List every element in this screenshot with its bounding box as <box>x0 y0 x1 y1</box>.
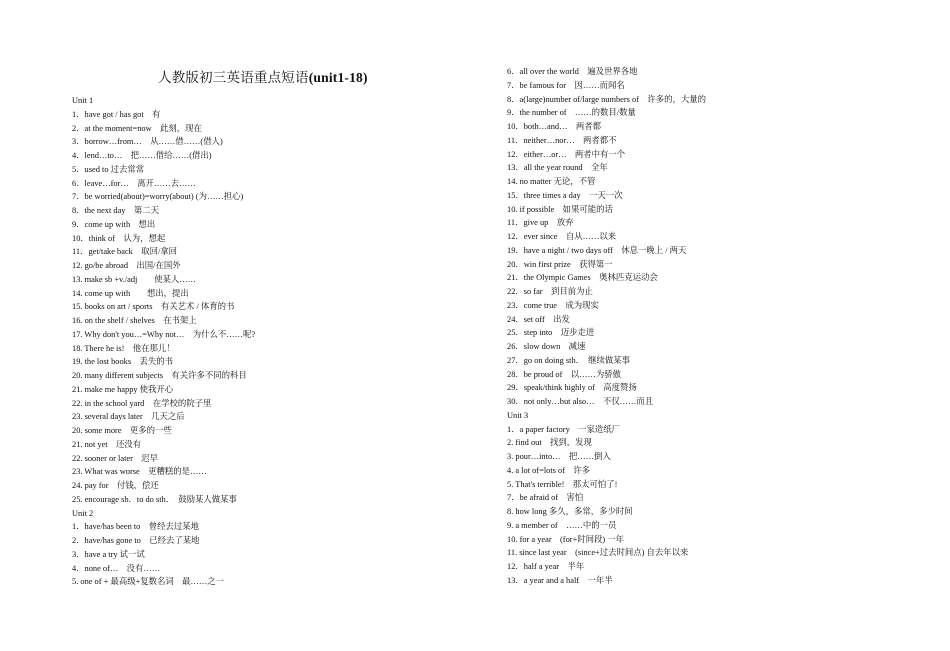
phrase-line: 12. go/be abroad 出国/在国外 <box>72 261 181 270</box>
phrase-line: 24．set off 出发 <box>507 314 570 324</box>
phrase-line: 27．go on doing sth． 继续做某事 <box>507 355 631 365</box>
phrase-line: 25．step into 迈步走进 <box>507 328 595 338</box>
phrase-line: 8．a(large)number of/large numbers of 许多的，大量的 <box>507 94 707 104</box>
phrase-line: 14. no matter 无论，不管 <box>507 177 596 186</box>
phrase-line: 23．come true 成为现实 <box>507 300 599 310</box>
phrase-line: 6．all over the world 遍及世界各地 <box>507 67 638 76</box>
phrase-line: 25. encourage sb．to do sth． 鼓励某人做某事 <box>72 494 237 504</box>
phrase-line: 17. Why don't you…=Why not… 为什么不……呢? <box>72 329 256 339</box>
phrase-line: 15. books on art / sports 有关艺术 / 体育的书 <box>72 302 235 312</box>
phrase-line: 12．ever since 自从……以来 <box>507 232 617 241</box>
phrase-line: 1．have got / has got 有 <box>72 109 161 119</box>
phrase-line: 22. sooner or later 迟早 <box>72 453 159 463</box>
phrase-line: 9. a member of ……中的一员 <box>507 520 617 530</box>
right-column <box>507 65 927 588</box>
phrase-line: 18. There he is! 他在那儿！ <box>72 343 175 353</box>
phrase-line: 19．have a night / two days off 休息一晚上 / 两天 <box>507 245 687 255</box>
phrase-line: 26．slow down 减速 <box>507 342 586 351</box>
phrase-line: 8. how long 多久，多常，多少时间 <box>507 507 633 516</box>
phrase-line: 21. not yet 还没有 <box>72 439 142 449</box>
phrase-line: 4．lend…to… 把……借给……(借出) <box>72 151 212 160</box>
phrase-line: 2. find out 找到，发现 <box>507 438 592 448</box>
unit-heading: Unit 3 <box>507 410 529 420</box>
phrase-line: 28．be proud of 以……为骄傲 <box>507 369 621 379</box>
phrase-line: 2．have/has gone to 已经去了某地 <box>72 536 200 545</box>
phrase-line: 21. make me happy 使我开心 <box>72 384 174 394</box>
phrase-line: 3．borrow…from… 从……借……(借人) <box>72 137 223 147</box>
unit-heading: Unit 1 <box>72 96 94 105</box>
phrase-line: 30．not only…but also… 不仅……而且 <box>507 397 654 406</box>
phrase-line: 23. What was worse 更糟糕的是…… <box>72 467 207 477</box>
phrase-line: 6．leave…for… 离开……去…… <box>72 178 196 188</box>
phrase-line: 5. one of + 最高级+复数名词 最……之一 <box>72 577 225 587</box>
phrase-line: 8．the next day 第二天 <box>72 206 159 215</box>
phrase-line: 13．all the year round 全年 <box>507 163 608 173</box>
phrase-line: 11．give up 放弃 <box>507 218 574 228</box>
phrase-line: 12．either…or… 两者中有一个 <box>507 149 626 159</box>
phrase-line: 10. for a year (for+时间段) 一年 <box>507 534 625 544</box>
phrase-line: 4. a lot of=lots of 许多 <box>507 465 591 475</box>
phrase-line: 13. make sb +v./adj 使某人…… <box>72 274 196 284</box>
phrase-line: 22．so far 到目前为止 <box>507 287 593 296</box>
phrase-line: 29．speak/think highly of 高度赞扬 <box>507 383 637 393</box>
unit-heading: Unit 2 <box>72 508 94 518</box>
phrase-line: 13．a year and a half 一年半 <box>507 575 613 585</box>
phrase-line: 22. in the school yard 在学校的院子里 <box>72 398 212 408</box>
phrase-line: 20. some more 更多的一些 <box>72 426 172 435</box>
title-main: 人教版初三英语重点短语 <box>158 70 309 85</box>
phrase-line: 4．none of… 没有…… <box>72 563 161 573</box>
phrase-line: 11．get/take back 取回/拿回 <box>72 247 178 257</box>
phrase-line: 5. That's terrible! 那太可怕了! <box>507 479 618 489</box>
phrase-line: 23. several days later 几天之后 <box>72 412 185 422</box>
phrase-line: 9．the number of ……的数目/数量 <box>507 108 636 118</box>
phrase-line: 3. pour…into… 把……倒入 <box>507 452 611 461</box>
phrase-line: 7．be afraid of 害怕 <box>507 493 584 503</box>
phrase-line: 10. if possible 如果可能的话 <box>507 204 613 214</box>
phrase-line: 10．think of 认为，想起 <box>72 233 166 243</box>
phrase-line: 7．be famous for 因……而闻名 <box>507 80 625 90</box>
phrase-line: 20. many different subjects 有关许多不同的科目 <box>72 371 247 380</box>
phrase-line: 3．have a try 试一试 <box>72 549 145 559</box>
phrase-line: 10．both…and… 两者都 <box>507 122 601 131</box>
phrase-line: 16. on the shelf / shelves 在书架上 <box>72 316 197 325</box>
phrase-line: 7．be worried(about)=worry(about) (为……担心) <box>72 192 244 202</box>
phrase-line: 1．have/has been to 曾经去过某地 <box>72 522 199 532</box>
phrase-line: 12．half a year 半年 <box>507 562 585 571</box>
phrase-line: 11. since last year (since+过去时间点) 自去年以来 <box>507 548 689 558</box>
phrase-line: 2．at the moment=now 此刻，现在 <box>72 123 202 133</box>
phrase-line: 19. the lost books 丢失的书 <box>72 357 173 367</box>
left-column <box>72 94 492 589</box>
phrase-line: 5．used to 过去常常 <box>72 164 145 174</box>
phrase-line: 1．a paper factory 一家造纸厂 <box>507 424 621 434</box>
phrase-line: 21．the Olympic Games 奥林匹克运动会 <box>507 273 658 283</box>
title-unit-range: (unit1-18) <box>308 70 368 85</box>
phrase-line: 9．come up with 想出 <box>72 219 156 229</box>
page-title <box>158 66 368 86</box>
phrase-line: 15．three times a day 一天一次 <box>507 190 623 200</box>
phrase-line: 20．win first prize 获得第一 <box>507 259 613 269</box>
phrase-line: 11．neither…nor… 两者都不 <box>507 135 617 145</box>
phrase-line: 24. pay for 付钱，偿还 <box>72 481 159 490</box>
phrase-line: 14. come up with 想出，提出 <box>72 288 189 298</box>
